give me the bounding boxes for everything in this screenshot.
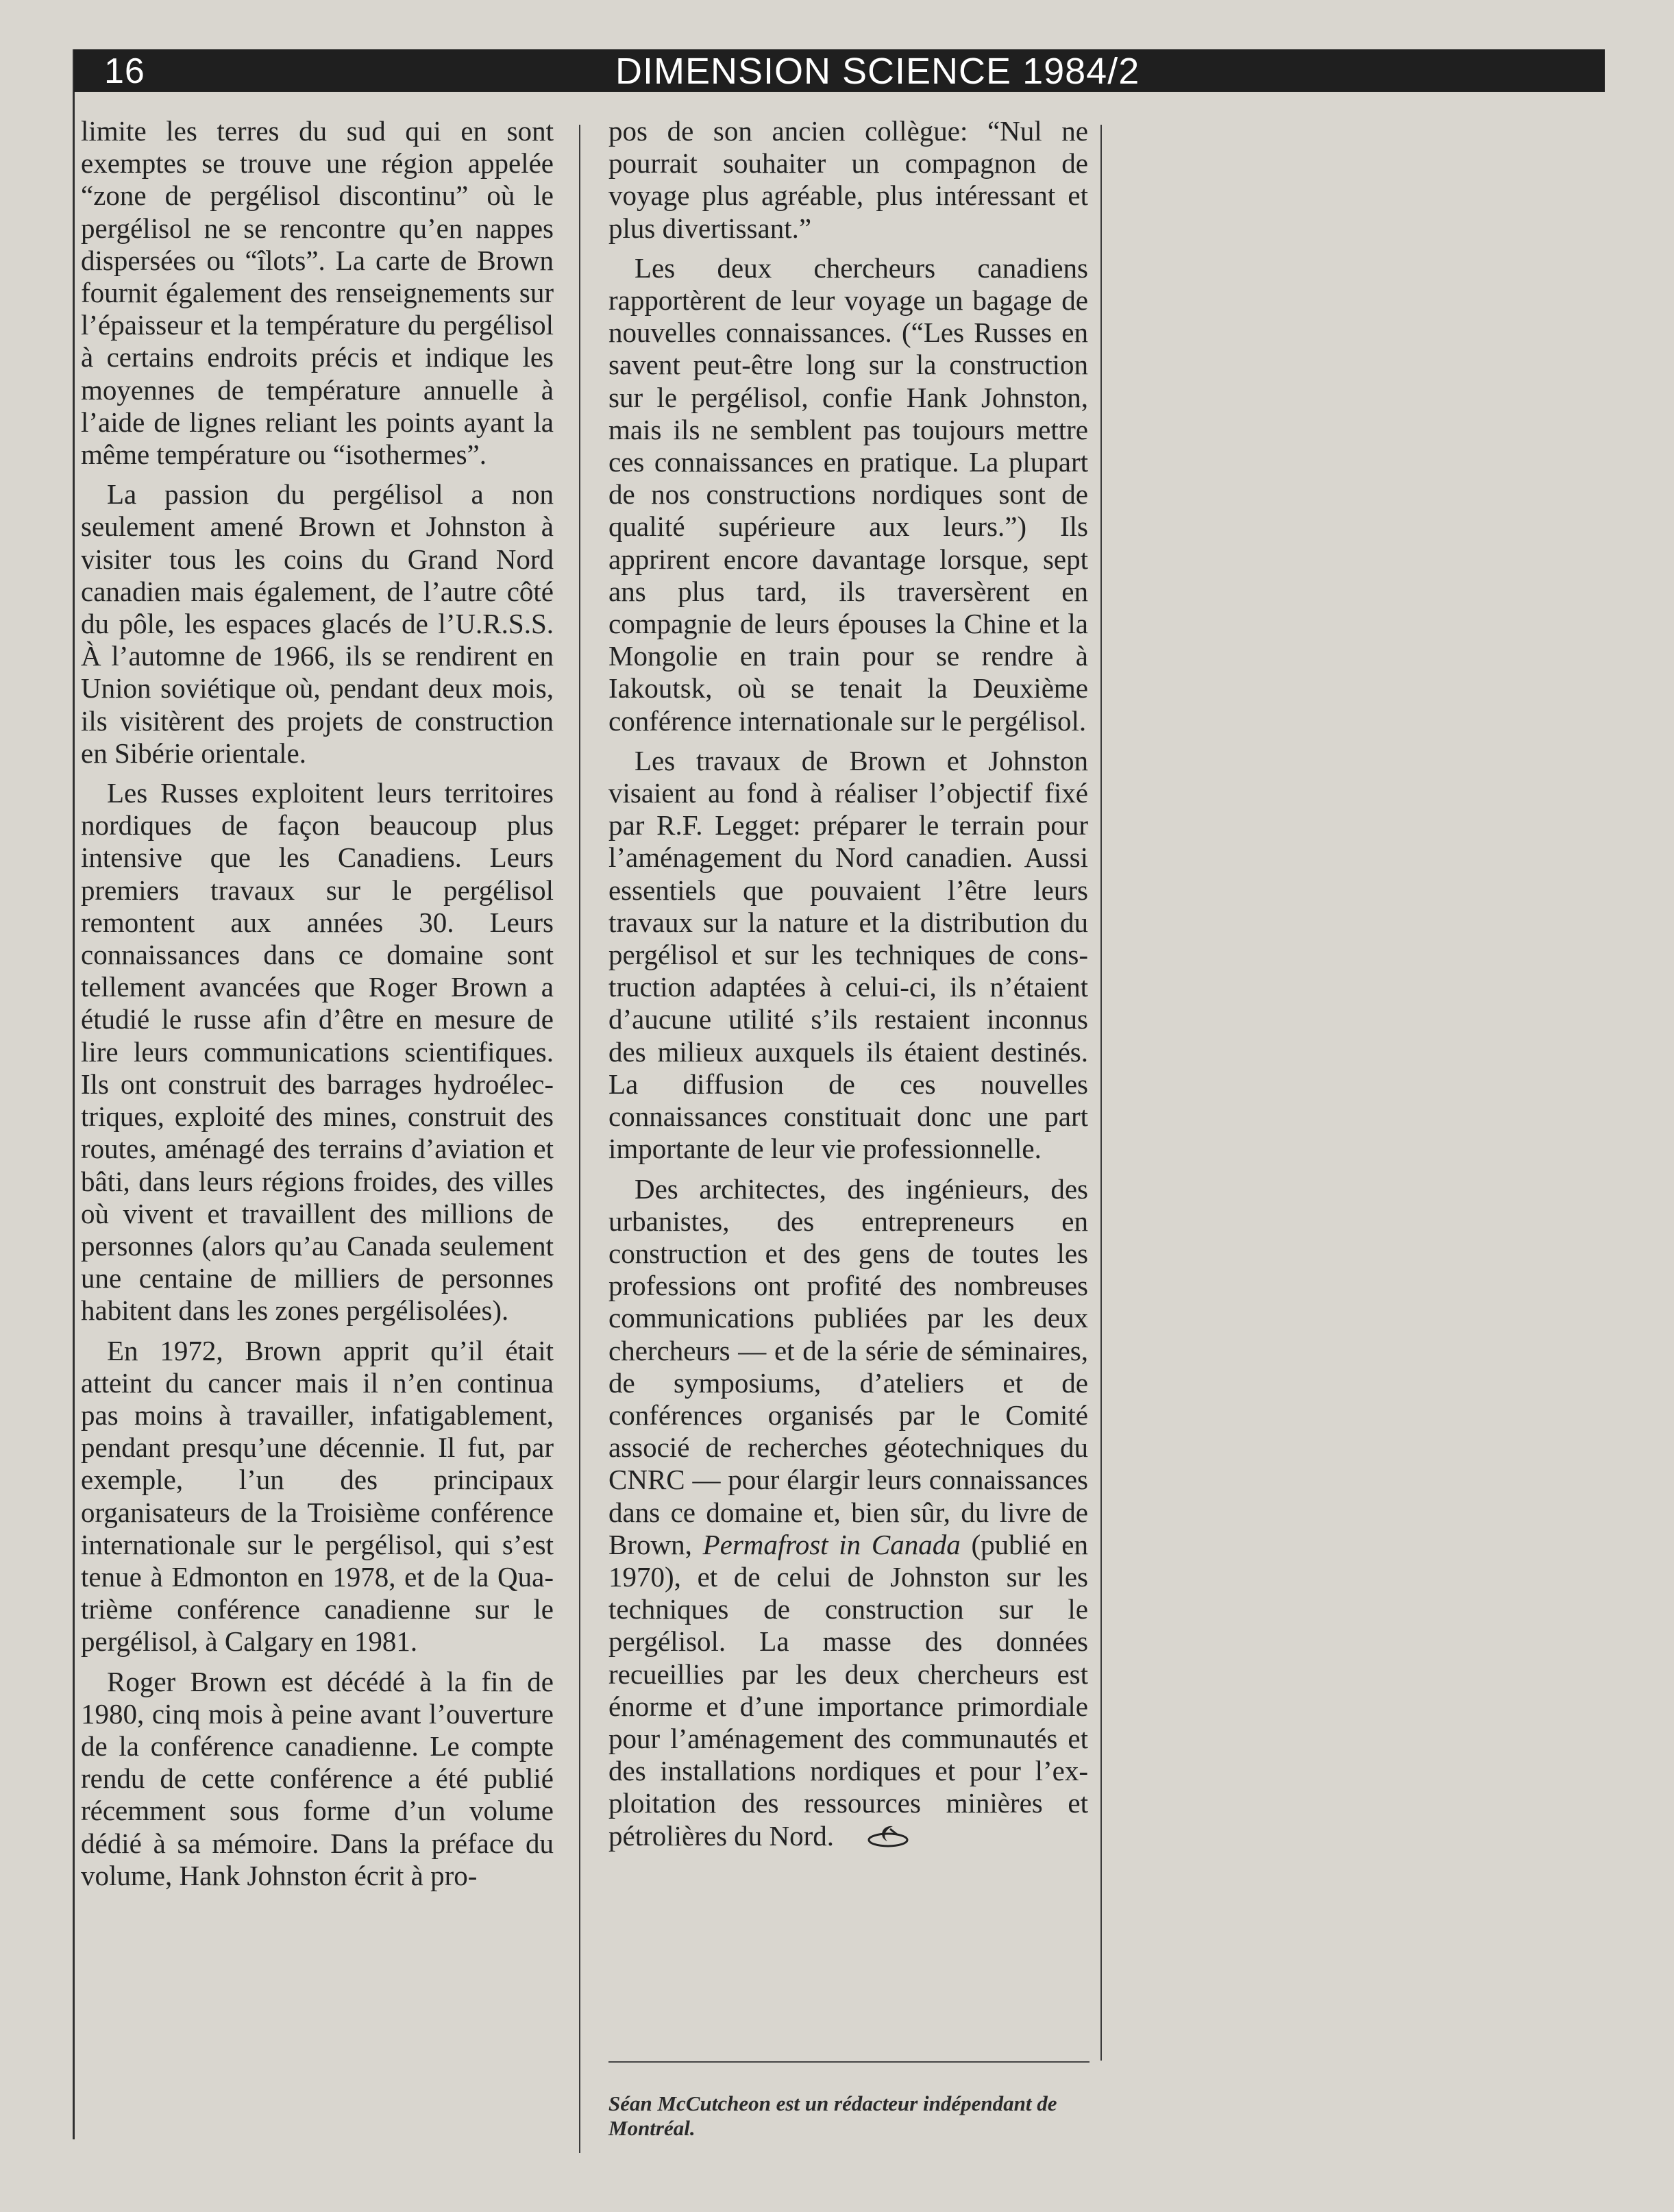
publication-title: DIMENSION SCIENCE 1984/2 xyxy=(615,51,1140,92)
article-paragraph: La passion du pergélisol a non seulement amené Brown et Johnston à visiter tous les coins du Grand Nord canadien mais également, de l’autre côté du pôle, les espaces glacés de l’U.R.S.S. À l’automne de 1966, ils se rendirent en Union soviétique où, pendant deux mois, ils visitèrent des projets de construction en Sibérie orientale. xyxy=(81,478,554,769)
article-paragraph: Les Russes exploitent leurs territoires nordiques de façon beaucoup plus intensive que les Canadiens. Leurs premiers travaux sur le pergélisol remontent aux années 30. Leurs connaissances dans ce domaine sont tellement avancées que Roger Brown a étudié le russe afin d’être en mesure de lire leurs communications scientifiques. Ils ont construit des barrages hydroélectriques, exploité des mines, construit des routes, aménagé des terrains d’aviation et bâti, dans leurs régions froides, des villes où vivent et travaillent des millions de personnes (alors qu’au Canada seulement une centaine de milliers de personnes habitent dans les zones pergélisolées). xyxy=(81,777,554,1327)
article-paragraph: Roger Brown est décédé à la fin de 1980, cinq mois à peine avant l’ouverture de la conférence canadienne. Le compte rendu de cette conférence a été publié récemment sous forme d’un volume dédié à sa mémoire. Dans la préface du volume, Hank Johnston écrit à pro- xyxy=(81,1665,554,1891)
left-column xyxy=(81,115,554,1900)
byline-divider xyxy=(608,2061,1090,2063)
right-column xyxy=(608,115,1088,1864)
page-number: 16 xyxy=(104,51,145,91)
article-paragraph: Les deux chercheurs canadiens rapportèrent de leur voyage un bagage de nouvelles connaissances. (“Les Russes en savent peut-être long sur la construction sur le pergélisol, confie Hank Johnston, mais ils ne semblent pas toujours mettre ces connaissances en pratique. La plupart de nos constructions nordiques sont de qualité supérieure aux leurs.”) Ils apprirent encore davantage lorsque, sept ans plus tard, ils traversèrent en compagnie de leurs épouses la Chine et la Mongolie en train pour se rendre à Iakoutsk, où se tenait la Deuxième conférence internationale sur le pergélisol. xyxy=(608,251,1088,737)
right-column-rule xyxy=(1100,125,1102,2061)
running-header xyxy=(74,49,1605,92)
final-paragraph-text-start: Des architectes, des ingénieurs, des urbanistes, des entrepreneurs en construction et des gens de toutes les professions ont profité des nombreuses communications publiées par les deux chercheurs — et de la série de séminaires, de symposiums, d’ateliers et de conférences organisés par le Comité associé de recherches géotechniques du CNRC — pour élargir leurs connaissances dans ce domaine et, bien sûr, du livre de Brown, xyxy=(608,1172,1088,1560)
article-paragraph: limite les terres du sud qui en sont exemptes se trouve une région appelée “zone de pergélisol discontinu” où le pergélisol ne se rencontre qu’en nappes dispersées ou “îlots”. La carte de Brown fournit également des renseignements sur l’épaisseur et la température du pergélisol à certains endroits précis et indique les moyennes de température annuelle à l’aide de lignes reliant les points ayant la même température ou “isothermes”. xyxy=(81,115,554,471)
book-title: Permafrost in Canada xyxy=(702,1528,961,1560)
page-margin-rule xyxy=(73,49,75,2139)
final-paragraph-text-end: (publié en 1970), et de celui de Johnston sur les techniques de construction sur le pergélisol. La masse des données recueillies par les deux chercheurs est énorme et d’une importance primordiale pour l’aménagement des communautés et des installations nordiques et pour l’exploitation des ressources minières et pétrolières du Nord. xyxy=(608,1528,1088,1852)
column-divider xyxy=(579,125,580,2153)
article-paragraph: En 1972, Brown apprit qu’il était atteint du cancer mais il n’en continua pas moins à travailler, infatigablement, pendant presqu’une décennie. Il fut, par exemple, l’un des principaux organisateurs de la Troisième conférence internationale sur le pergélisol, qui s’est tenue à Edmonton en 1978, et de la Quatrième conférence canadienne sur le pergélisol, à Calgary en 1981. xyxy=(81,1334,554,1658)
end-of-article-icon xyxy=(839,1821,911,1856)
article-paragraph: Les travaux de Brown et Johnston visaient au fond à réaliser l’objectif fixé par R.F. Legget: préparer le terrain pour l’aménagement du Nord canadien. Aussi essentiels que pouvaient l’être leurs travaux sur la nature et la distribution du pergélisol et sur les techniques de construction adaptées à celui-ci, ils n’étaient d’aucune utilité s’ils restaient inconnus des milieux auxquels ils étaient destinés. La diffusion de ces nouvelles connaissances constituait donc une part importante de leur vie professionnelle. xyxy=(608,744,1088,1165)
author-byline: Séan McCutcheon est un rédacteur indépendant de Montréal. xyxy=(608,2091,1057,2140)
article-paragraph: pos de son ancien collègue: “Nul ne pourrait souhaiter un compagnon de voyage plus agréable, plus intéressant et plus divertissant.” xyxy=(608,115,1088,244)
final-paragraph xyxy=(608,1173,1088,1857)
